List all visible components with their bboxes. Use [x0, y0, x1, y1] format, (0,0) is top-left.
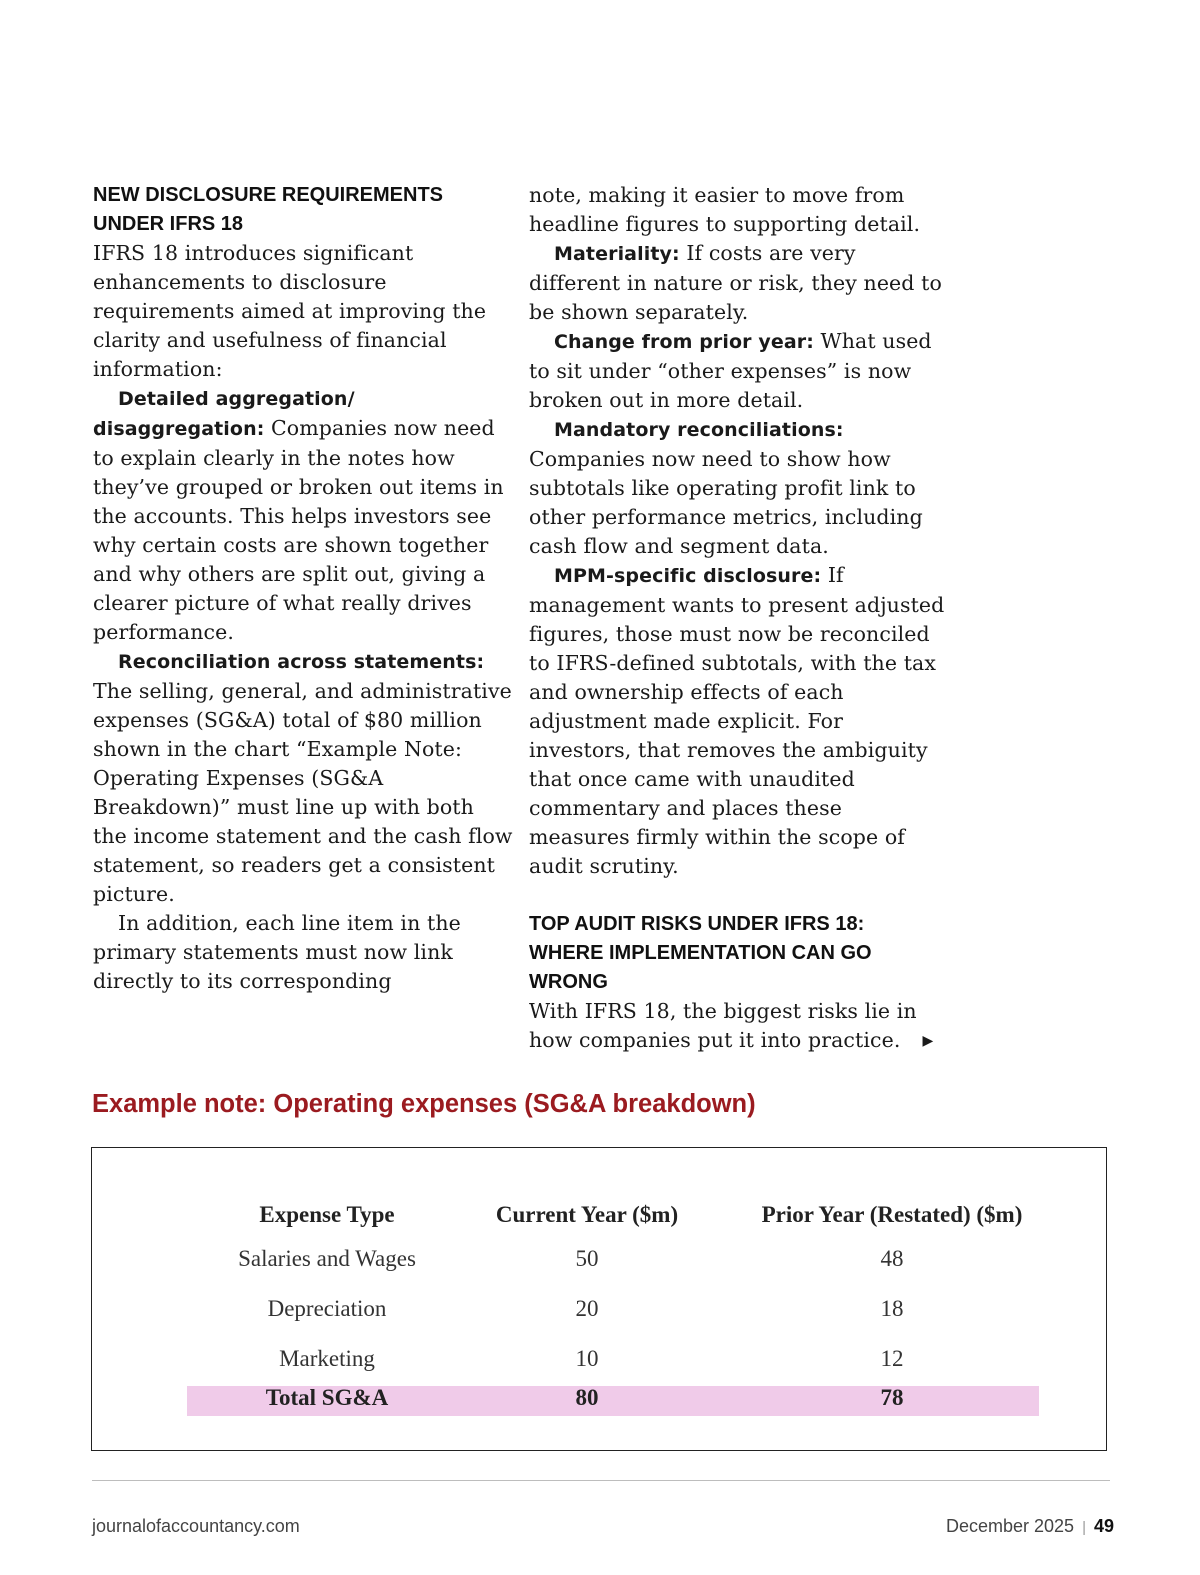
left-column	[93, 181, 513, 996]
figure-title: Example note: Operating expenses (SG&A breakdown)	[92, 1090, 756, 1118]
cell-current-year: 20	[575, 1296, 599, 1321]
total-label: Total SG&A	[265, 1385, 389, 1410]
cell-expense-type: Marketing	[279, 1346, 375, 1371]
text-mpm: If management wants to present adjusted figures, those must now be reconciled to IFRS-defined subtotals, with the tax and ownership effects of each adjustment made explicit. For investors, that removes the ambiguity that once came with unaudited commentary and places these measures firmly within the scope of audit scrutiny.	[529, 563, 945, 878]
paragraph-addition: In addition, each line item in the primary statements must now link directly to its corresponding	[93, 911, 461, 993]
footer-separator: |	[1082, 1519, 1086, 1536]
header-current-year: Current Year ($m)	[495, 1202, 679, 1227]
cell-prior-year: 18	[880, 1296, 904, 1321]
text-aggregation: Companies now need to explain clearly in the notes how they’ve grouped or broken out items in the accounts. This helps investors see why certain costs are shown together and why others are split out, giving a clearer picture of what really drives performance.	[93, 416, 504, 644]
header-prior-year: Prior Year (Restated) ($m)	[761, 1202, 1023, 1227]
table-row	[187, 1244, 1039, 1294]
sga-table	[187, 1198, 1039, 1416]
total-prior-year: 78	[880, 1385, 904, 1410]
lead-prior-year: Change from prior year:	[554, 331, 814, 353]
section-heading: NEW DISCLOSURE REQUIREMENTS UNDER IFRS 18	[93, 184, 444, 235]
cell-current-year: 50	[575, 1246, 599, 1271]
section-heading-risks: TOP AUDIT RISKS UNDER IFRS 18: WHERE IMPLEMENTATION CAN GO WRONG	[529, 913, 872, 993]
page-number: 49	[1093, 1516, 1114, 1536]
lead-mpm: MPM-specific disclosure:	[554, 565, 822, 587]
figure-box	[91, 1147, 1107, 1451]
cell-current-year: 10	[575, 1346, 599, 1371]
footer-site: journalofaccountancy.com	[92, 1516, 300, 1536]
paragraph-materiality	[529, 239, 949, 327]
cell-prior-year: 48	[880, 1246, 904, 1271]
spacer	[529, 881, 949, 910]
paragraph-risks	[529, 997, 949, 1056]
table-total-row	[187, 1386, 1039, 1416]
total-current-year: 80	[575, 1385, 599, 1410]
lead-aggregation: Detailed aggregation/ disaggregation:	[93, 388, 355, 440]
footer-divider	[92, 1480, 1110, 1481]
table-row	[187, 1294, 1039, 1344]
lead-materiality: Materiality:	[554, 243, 680, 265]
footer-date: December 2025	[945, 1516, 1075, 1536]
lead-reconciliations: Mandatory reconciliations:	[554, 419, 844, 441]
text-reconciliation: The selling, general, and administrative expenses (SG&A) total of $80 million shown in the chart “Example Note: Operating Expenses (SG&A Breakdown)” must line up with both the income statement and the cash flow statement, so readers get a consistent picture.	[93, 679, 513, 906]
lead-reconciliation: Reconciliation across statements:	[118, 651, 485, 673]
paragraph-continuation: note, making it easier to move from headline figures to supporting detail.	[529, 183, 921, 236]
footer-page-info	[946, 1516, 1114, 1537]
text-reconciliations: Companies now need to show how subtotals like operating profit link to other performance metrics, including cash flow and segment data.	[529, 447, 923, 558]
paragraph-aggregation	[93, 384, 513, 647]
right-column	[529, 181, 949, 1056]
paragraph-mpm	[529, 561, 949, 881]
text-prior-year: What used to sit under “other expenses” is now broken out in more detail.	[529, 329, 932, 412]
paragraph-reconciliations	[529, 415, 949, 561]
intro-paragraph: IFRS 18 introduces significant enhancements to disclosure requirements aimed at improving the clarity and usefulness of financial information:	[93, 241, 487, 381]
paragraph-reconciliation	[93, 647, 513, 909]
text-risks: With IFRS 18, the biggest risks lie in how companies put it into practice.	[529, 999, 917, 1052]
cell-prior-year: 12	[880, 1346, 904, 1371]
table-header-row	[187, 1198, 1039, 1244]
triangle-right-icon: ▶	[922, 1033, 934, 1049]
text-materiality: If costs are very different in nature or risk, they need to be shown separately.	[529, 241, 942, 324]
paragraph-prior-year	[529, 327, 949, 415]
header-expense-type: Expense Type	[259, 1202, 395, 1227]
cell-expense-type: Salaries and Wages	[238, 1246, 416, 1271]
cell-expense-type: Depreciation	[267, 1296, 387, 1321]
